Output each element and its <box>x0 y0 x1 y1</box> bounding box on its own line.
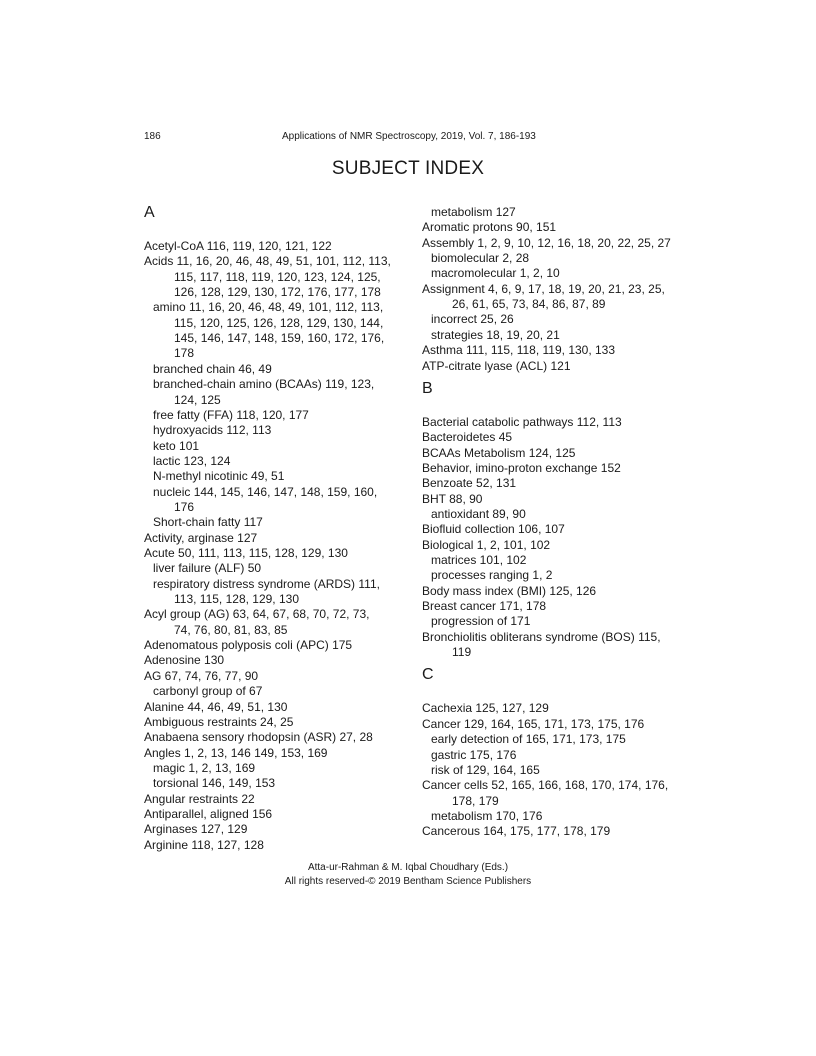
index-entry-continuation: 115, 117, 118, 119, 120, 123, 124, 125, <box>174 269 381 284</box>
index-entry: Assignment 4, 6, 9, 17, 18, 19, 20, 21, 23, 25, <box>422 281 665 296</box>
index-entry: Bacteroidetes 45 <box>422 430 513 445</box>
index-entry: Antiparallel, aligned 156 <box>144 806 273 821</box>
index-subentry: torsional 146, 149, 153 <box>153 776 276 791</box>
index-subentry: carbonyl group of 67 <box>153 684 263 699</box>
index-entry: Acids 11, 16, 20, 46, 48, 49, 51, 101, 112, 113, <box>144 254 391 269</box>
index-subentry: N-methyl nicotinic 49, 51 <box>153 469 285 484</box>
index-subentry: risk of 129, 164, 165 <box>431 762 540 777</box>
index-entry: Acyl group (AG) 63, 64, 67, 68, 70, 72, 73, <box>144 607 370 622</box>
index-entry: Aromatic protons 90, 151 <box>422 220 557 235</box>
index-subentry: biomolecular 2, 28 <box>431 251 530 266</box>
index-entry: Acute 50, 111, 113, 115, 128, 129, 130 <box>144 546 348 560</box>
index-subentry: matrices 101, 102 <box>431 553 527 567</box>
index-subentry: metabolism 127 <box>431 205 516 219</box>
index-entry-continuation: 126, 128, 129, 130, 172, 176, 177, 178 <box>174 285 381 300</box>
page-number: 186 <box>144 131 161 142</box>
index-subentry: macromolecular 1, 2, 10 <box>431 266 560 281</box>
section-letter: C <box>422 666 434 684</box>
index-entry: Cancer 129, 164, 165, 171, 173, 175, 176 <box>422 716 645 731</box>
index-entry: Anabaena sensory rhodopsin (ASR) 27, 28 <box>144 730 373 745</box>
index-entry: Assembly 1, 2, 9, 10, 12, 16, 18, 20, 22, 25, 27 <box>422 235 671 250</box>
index-subentry: gastric 175, 176 <box>431 747 517 762</box>
index-entry: Cancer cells 52, 165, 166, 168, 170, 174, 176, <box>422 778 669 793</box>
index-subentry: keto 101 <box>153 438 200 453</box>
index-subentry: respiratory distress syndrome (ARDS) 111, <box>153 576 380 591</box>
index-subentry: incorrect 25, 26 <box>431 312 514 327</box>
index-subentry: magic 1, 2, 13, 169 <box>153 760 256 775</box>
index-entry-continuation: 124, 125 <box>174 392 221 407</box>
index-subentry: lactic 123, 124 <box>153 453 231 468</box>
index-entry: Asthma 111, 115, 118, 119, 130, 133 <box>422 343 616 358</box>
index-subentry: free fatty (FFA) 118, 120, 177 <box>153 407 309 422</box>
index-entry: Arginine 118, 127, 128 <box>144 837 264 852</box>
index-subentry: liver failure (ALF) 50 <box>153 561 262 576</box>
index-entry: Body mass index (BMI) 125, 126 <box>422 583 597 598</box>
footer-editors: Atta-ur-Rahman & M. Iqbal Choudhary (Eds.) <box>307 862 509 873</box>
index-entry: Cancerous 164, 175, 177, 178, 179 <box>422 824 611 839</box>
index-subentry: Short-chain fatty 117 <box>153 515 263 530</box>
page-title: SUBJECT INDEX <box>331 158 485 179</box>
index-entry: Benzoate 52, 131 <box>422 476 517 491</box>
index-entry: Alanine 44, 46, 49, 51, 130 <box>144 699 288 714</box>
index-entry: Arginases 127, 129 <box>144 822 248 837</box>
footer-rights: All rights reserved-© 2019 Bentham Science Publishers <box>284 876 532 887</box>
index-entry-continuation: 176 <box>174 499 195 514</box>
index-entry: Angles 1, 2, 13, 146 149, 153, 169 <box>144 745 328 760</box>
index-subentry: progression of 171 <box>431 614 531 629</box>
index-entry: Ambiguous restraints 24, 25 <box>144 714 294 729</box>
running-head: Applications of NMR Spectroscopy, 2019, Vol. 7, 186-193 <box>282 131 536 142</box>
index-entry: BCAAs Metabolism 124, 125 <box>422 445 576 460</box>
index-entry-continuation: 178 <box>174 346 195 361</box>
index-entry: Activity, arginase 127 <box>144 530 258 545</box>
index-entry: Biofluid collection 106, 107 <box>422 522 565 537</box>
section-letter: B <box>422 379 433 397</box>
index-entry-continuation: 113, 115, 128, 129, 130 <box>174 592 299 607</box>
index-subentry: hydroxyacids 112, 113 <box>153 423 272 438</box>
index-entry: Adenosine 130 <box>144 653 225 668</box>
index-entry-continuation: 178, 179 <box>452 793 499 808</box>
index-subentry: branched chain 46, 49 <box>153 361 272 376</box>
index-subentry: antioxidant 89, 90 <box>431 506 526 521</box>
index-subentry: strategies 18, 19, 20, 21 <box>431 327 560 342</box>
index-entry-continuation: 26, 61, 65, 73, 84, 86, 87, 89 <box>452 297 606 312</box>
index-entry: Adenomatous polyposis coli (APC) 175 <box>144 638 353 653</box>
index-entry: Acetyl-CoA 116, 119, 120, 121, 122 <box>144 239 332 253</box>
index-entry-continuation: 115, 120, 125, 126, 128, 129, 130, 144, <box>174 315 384 330</box>
index-subentry: amino 11, 16, 20, 46, 48, 49, 101, 112, 113, <box>153 300 384 315</box>
index-entry-continuation: 145, 146, 147, 148, 159, 160, 172, 176, <box>174 331 385 346</box>
index-entry: Biological 1, 2, 101, 102 <box>422 537 551 552</box>
index-entry-continuation: 74, 76, 80, 81, 83, 85 <box>174 622 288 637</box>
index-subentry: early detection of 165, 171, 173, 175 <box>431 732 626 747</box>
index-entry: ATP-citrate lyase (ACL) 121 <box>422 358 571 373</box>
index-entry: Cachexia 125, 127, 129 <box>422 701 549 716</box>
index-entry: AG 67, 74, 76, 77, 90 <box>144 668 259 683</box>
index-entry-continuation: 119 <box>452 645 472 660</box>
index-entry: Bacterial catabolic pathways 112, 113 <box>422 414 622 429</box>
index-entry: Angular restraints 22 <box>144 791 255 806</box>
index-subentry: metabolism 170, 176 <box>431 808 543 823</box>
index-subentry: branched-chain amino (BCAAs) 119, 123, <box>153 377 375 392</box>
index-entry: Bronchiolitis obliterans syndrome (BOS) 115, <box>422 629 661 644</box>
index-subentry: processes ranging 1, 2 <box>431 568 553 583</box>
index-entry: Breast cancer 171, 178 <box>422 599 547 614</box>
index-entry: Behavior, imino-proton exchange 152 <box>422 460 621 475</box>
index-subentry: nucleic 144, 145, 146, 147, 148, 159, 160, <box>153 484 378 499</box>
section-letter: A <box>144 204 155 221</box>
index-entry: BHT 88, 90 <box>422 491 483 506</box>
